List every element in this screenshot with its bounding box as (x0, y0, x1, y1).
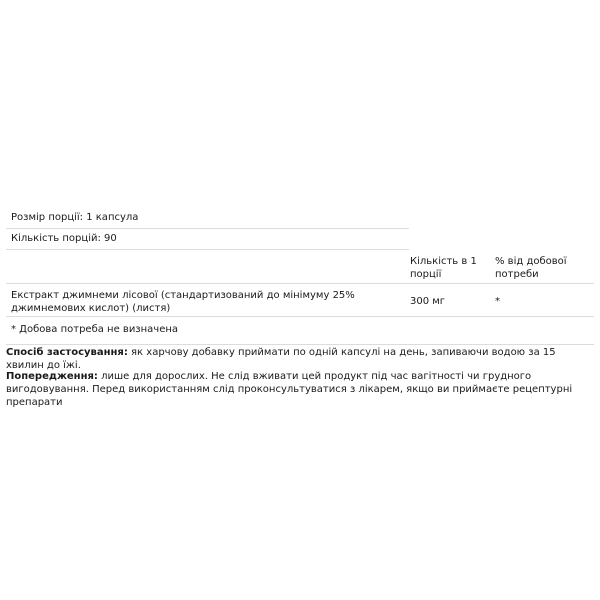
supplement-facts-table (6, 204, 594, 345)
warning-paragraph (6, 370, 594, 409)
servings-text: Кількість порцій: 90 (11, 233, 117, 244)
ingredient-daily-value: * (495, 296, 500, 307)
serving-size-row (6, 204, 409, 229)
amount-column-header: Кількість в 1 порції (410, 256, 477, 280)
usage-paragraph (6, 346, 594, 372)
usage-text: як харчову добавку приймати по одній капсулі на день, запиваючи водою за 15 хвилин до їжі. (6, 347, 556, 371)
ingredient-amount: 300 мг (410, 296, 446, 307)
daily-value-column-header: % від добової потреби (495, 256, 567, 280)
serving-size-text: Розмір порції: 1 капсула (11, 212, 139, 223)
table-header-row (6, 250, 594, 284)
warning-label: Попередження: (6, 371, 98, 382)
table-row (6, 284, 594, 317)
footnote-row (6, 317, 594, 345)
warning-text: лише для дорослих. Не слід вживати цей продукт під час вагітності чи грудного вигодовування. Перед використанням слід проконсультуватися з лікарем, якщо ви приймаєте рецептурні препарати (6, 371, 573, 408)
servings-row (6, 229, 409, 250)
ingredient-name: Екстракт джимнеми лісової (стандартизований до мінімуму 25% джимнемових кислот) (листя) (11, 290, 355, 314)
footnote-text: * Добова потреба не визначена (11, 324, 179, 335)
usage-label: Спосіб застосування: (6, 347, 128, 358)
